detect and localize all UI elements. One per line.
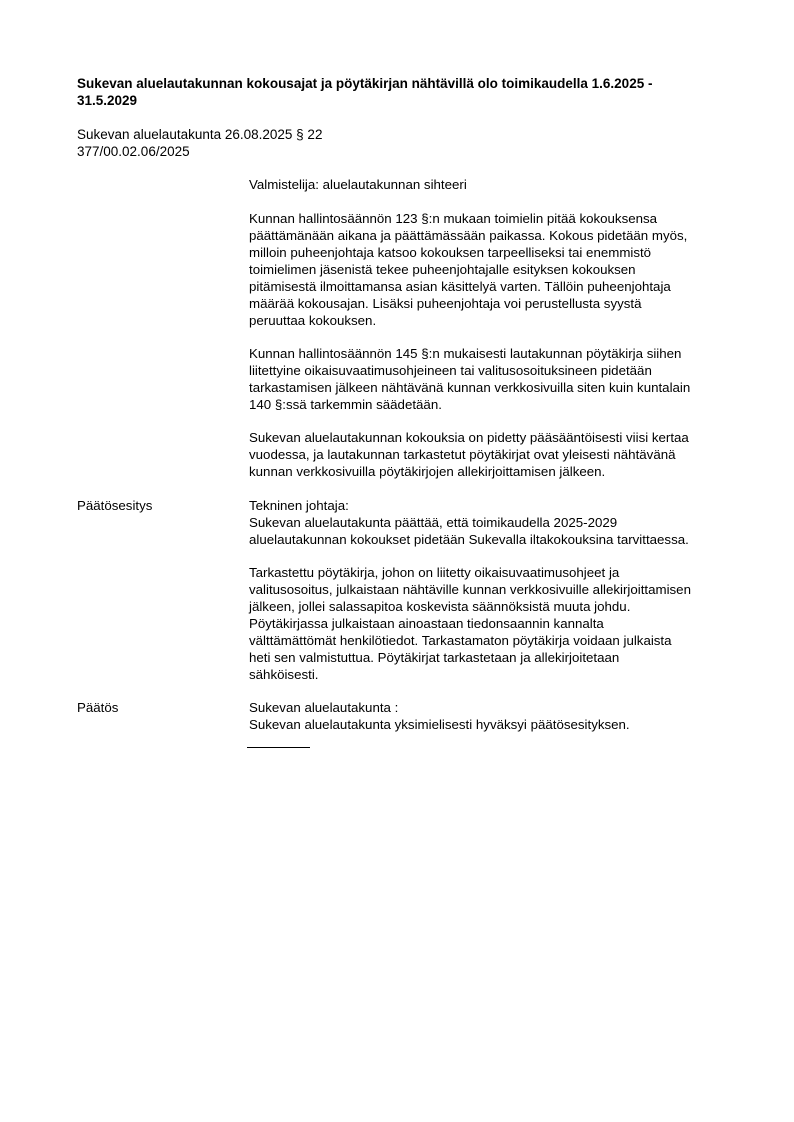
- paragraph-rules-meetings: [249, 210, 739, 329]
- paragraph-line: toimielimen jäsenistä tekee puheenjohtajalle esityksen kokouksen: [249, 262, 636, 277]
- decision-line: Sukevan aluelautakunta :: [249, 700, 399, 715]
- paragraph-line: heti sen valmistuttua. Pöytäkirjat tarkastetaan ja allekirjoitetaan: [249, 650, 620, 665]
- paragraph-line: määrää kokousajan. Lisäksi puheenjohtaja voi perustellusta syystä: [249, 296, 642, 311]
- proposal-line: Sukevan aluelautakunta päättää, että toimikaudella 2025-2029: [249, 515, 618, 530]
- title-line-1: Sukevan aluelautakunnan kokousajat ja pöytäkirjan nähtävillä olo toimikaudella 1.6.2025 -: [77, 76, 653, 91]
- paragraph-line: Tarkastettu pöytäkirja, johon on liitetty oikaisuvaatimusohjeet ja: [249, 565, 620, 580]
- paragraph-line: välttämättömät henkilötiedot. Tarkastamaton pöytäkirja voidaan julkaista: [249, 633, 672, 648]
- paragraph-line: milloin puheenjohtaja katsoo kokouksen tarpeelliseksi tai enemmistö: [249, 245, 652, 260]
- meeting-reference: Sukevan aluelautakunta 26.08.2025 § 22: [77, 127, 323, 142]
- paragraph-publication: [249, 564, 739, 683]
- meeting-meta: [77, 126, 322, 160]
- proposal-line: aluelautakunnan kokoukset pidetään Sukevalla iltakokouksina tarvittaessa.: [249, 532, 689, 547]
- preparer-block: [249, 176, 739, 193]
- paragraph-line: sähköisesti.: [249, 667, 319, 682]
- paragraph-line: pitämisestä ilmoittamansa asian käsittelyä varten. Tällöin puheenjohtaja: [249, 279, 671, 294]
- title-line-2: 31.5.2029: [77, 93, 138, 108]
- end-rule: [247, 747, 310, 748]
- paragraph-line: Pöytäkirjassa julkaistaan ainoastaan tiedonsaannin kannalta: [249, 616, 604, 631]
- paragraph-line: jälkeen, jollei salassapitoa koskevista säännöksistä muuta johdu.: [249, 599, 631, 614]
- preparer-line: Valmistelija: aluelautakunnan sihteeri: [249, 177, 467, 192]
- proposal-block: [249, 497, 739, 548]
- paragraph-line: 140 §:ssä tarkemmin säädetään.: [249, 397, 442, 412]
- paragraph-line: kunnan verkkosivuilla pöytäkirjojen allekirjoittamisen jälkeen.: [249, 464, 606, 479]
- paragraph-line: valitusosoitus, julkaistaan nähtäville kunnan verkkosivuille allekirjoittamisen: [249, 582, 691, 597]
- paragraph-rules-minutes: [249, 345, 739, 413]
- proposal-label: Päätösesitys: [77, 498, 153, 513]
- paragraph-meeting-history: [249, 429, 739, 480]
- document-title: [77, 75, 717, 109]
- paragraph-line: vuodessa, ja lautakunnan tarkastetut pöytäkirjat ovat yleisesti nähtävänä: [249, 447, 676, 462]
- paragraph-line: Kunnan hallintosäännön 123 §:n mukaan toimielin pitää kokouksensa: [249, 211, 658, 226]
- paragraph-line: päättämänään aikana ja päättämässään paikassa. Kokous pidetään myös,: [249, 228, 688, 243]
- decision-block: [249, 699, 739, 733]
- paragraph-line: Kunnan hallintosäännön 145 §:n mukaisesti lautakunnan pöytäkirja siihen: [249, 346, 682, 361]
- paragraph-line: Sukevan aluelautakunnan kokouksia on pidetty pääsääntöisesti viisi kertaa: [249, 430, 689, 445]
- paragraph-line: peruuttaa kokouksen.: [249, 313, 377, 328]
- paragraph-line: tarkastamisen jälkeen nähtävänä kunnan verkkosivuilla siten kuin kuntalain: [249, 380, 691, 395]
- decision-line: Sukevan aluelautakunta yksimielisesti hyväksyi päätösesityksen.: [249, 717, 630, 732]
- decision-label: Päätös: [77, 700, 119, 715]
- paragraph-line: liitettyine oikaisuvaatimusohjeineen tai valitusosoituksineen pidetään: [249, 363, 652, 378]
- case-number: 377/00.02.06/2025: [77, 144, 190, 159]
- proposal-line: Tekninen johtaja:: [249, 498, 349, 513]
